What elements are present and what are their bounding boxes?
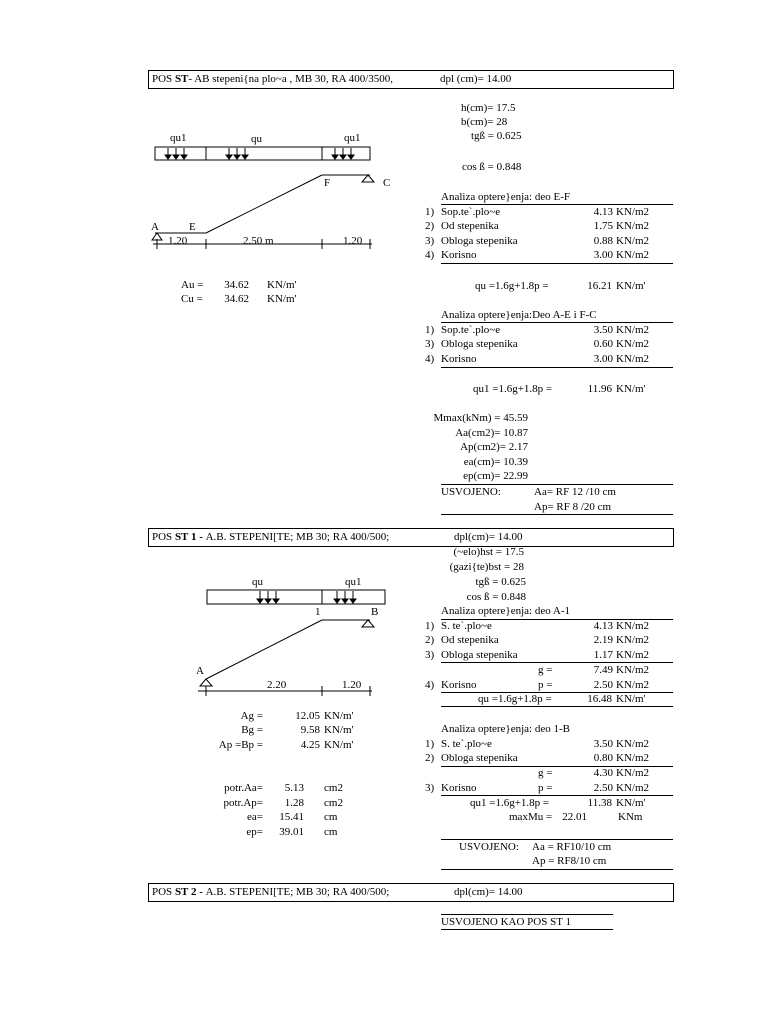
row-value: 3.50: [593, 738, 613, 750]
section3-dpl: dpl(cm)= 14.00: [454, 886, 523, 898]
s2-analysis2-title: Analiza optere}enja: deo 1-B: [441, 723, 570, 735]
s2-usvojeno-label: USVOJENO:: [459, 841, 519, 853]
s2-analysis1-title: Analiza optere}enja: deo A-1: [441, 605, 570, 617]
mu-unit: KNm: [618, 811, 643, 823]
s1-label-A: A: [151, 221, 159, 233]
divider: [441, 263, 673, 264]
total-unit: KN/m': [616, 693, 646, 705]
row-label: S. te`.plo~e: [441, 738, 492, 750]
header-code: ST: [174, 73, 189, 85]
s2-label-qu1: qu1: [345, 576, 362, 588]
row-number: 3): [425, 235, 435, 247]
s2-reaction-unit: KN/m': [324, 724, 354, 736]
divider: [441, 929, 613, 930]
header-prefix: POS: [152, 886, 175, 898]
mu-value: 22.01: [562, 811, 587, 823]
total-label: qu1 =1.6g+1.8p =: [473, 383, 553, 395]
divider: [441, 839, 673, 840]
row-number: 3): [425, 338, 435, 350]
row-number: 4): [425, 679, 435, 691]
s1-geom-b: b(cm)= 28: [461, 116, 508, 128]
mu-label: maxMu =: [509, 811, 553, 823]
s1-reaction-value: 34.62: [224, 279, 249, 291]
row-value: 4.13: [593, 620, 613, 632]
s2-label-B: B: [371, 606, 379, 618]
row-unit: KN/m2: [616, 206, 649, 218]
row-value: 1.75: [593, 220, 613, 232]
s1-analysis2-title: Analiza optere}enja:Deo A-E i F-C: [441, 309, 597, 321]
p-value: 2.50: [593, 679, 613, 691]
row-value: 1.17: [593, 649, 613, 661]
s2-reinf-label: potr.Ap=: [223, 797, 263, 809]
total-unit: KN/m': [616, 797, 646, 809]
total-value: 16.48: [587, 693, 612, 705]
row-number: 2): [425, 752, 435, 764]
row-unit: KN/m2: [616, 620, 649, 632]
section2-dpl: dpl(cm)= 14.00: [454, 531, 523, 543]
total-value: 11.38: [587, 797, 612, 809]
header-code: ST 1 -: [174, 531, 206, 543]
s2-reinf-value: 5.13: [284, 782, 304, 794]
g-value: 7.49: [593, 664, 613, 676]
p-label: p =: [538, 782, 553, 794]
row-number: 1): [425, 738, 435, 750]
row-number: 2): [425, 634, 435, 646]
row-label: Od stepenika: [441, 634, 499, 646]
row-value: 0.60: [593, 338, 613, 350]
s2-reinf-unit: cm2: [324, 782, 343, 794]
divider: [441, 322, 673, 323]
s2-reaction-value: 12.05: [295, 710, 320, 722]
s1-usvojeno-label: USVOJENO:: [441, 486, 501, 498]
s1-label-F: F: [324, 177, 331, 189]
divider: [441, 795, 673, 796]
s1-result-mmax: Mmax(kNm) = 45.59: [433, 412, 528, 424]
s2-reinf-unit: cm: [324, 826, 338, 838]
header-code: ST 2 -: [174, 886, 206, 898]
row-number: 1): [425, 206, 435, 218]
p-unit: KN/m2: [616, 679, 649, 691]
s2-usvojeno-aa: Aa = RF10/10 cm: [532, 841, 612, 853]
s1-dim-3: 1.20: [343, 235, 363, 247]
total-value: 11.96: [587, 383, 612, 395]
s1-geom-cos: cos ß = 0.848: [462, 161, 522, 173]
row-unit: KN/m2: [616, 634, 649, 646]
row-number: 2): [425, 220, 435, 232]
s1-geom-h: h(cm)= 17.5: [461, 102, 516, 114]
row-number: 4): [425, 249, 435, 261]
s1-reaction-unit: KN/m': [267, 293, 297, 305]
header-description: A.B. STEPENI[TE; MB 30; RA 400/500;: [205, 531, 390, 543]
s2-label-A: A: [196, 665, 204, 677]
divider: [441, 662, 673, 663]
g-value: 4.30: [593, 767, 613, 779]
s1-analysis1-title: Analiza optere}enja: deo E-F: [441, 191, 570, 203]
row-label: Obloga stepenika: [441, 338, 518, 350]
s2-geom-h: (~elo)hst = 17.5: [453, 546, 524, 558]
row-number: 1): [425, 324, 435, 336]
total-label: qu =1.6g+1.8p =: [478, 693, 552, 705]
row-unit: KN/m2: [616, 738, 649, 750]
s1-geom-tg: tgß = 0.625: [471, 130, 522, 142]
g-label: g =: [538, 767, 553, 779]
g-unit: KN/m2: [616, 767, 649, 779]
total-unit: KN/m': [616, 280, 646, 292]
s2-reinf-label: ea=: [247, 811, 263, 823]
s2-geom-cos: cos ß = 0.848: [466, 591, 526, 603]
s2-reinf-value: 15.41: [279, 811, 304, 823]
s1-usvojeno-aa: Aa= RF 12 /10 cm: [534, 486, 616, 498]
s1-dim-2: 2.50 m: [243, 235, 274, 247]
header-description: - AB stepeni{na plo~a , MB 30, RA 400/3500,: [188, 73, 394, 85]
s1-label-C: C: [383, 177, 391, 189]
row-value: 3.00: [593, 353, 613, 365]
row-unit: KN/m2: [616, 220, 649, 232]
s2-usvojeno-ap: Ap = RF8/10 cm: [532, 855, 607, 867]
g-unit: KN/m2: [616, 664, 649, 676]
s2-label-qu: qu: [252, 576, 263, 588]
s2-reaction-label: Ap =Bp =: [218, 739, 263, 751]
s2-reaction-value: 4.25: [300, 739, 320, 751]
divider: [441, 869, 673, 870]
row-label: Korisno: [441, 782, 477, 794]
s2-reinf-value: 1.28: [284, 797, 304, 809]
divider: [441, 706, 673, 707]
row-unit: KN/m2: [616, 235, 649, 247]
s1-result-aa: Aa(cm2)= 10.87: [455, 427, 528, 439]
s1-label-E: E: [189, 221, 196, 233]
row-label: Korisno: [441, 249, 477, 261]
p-value: 2.50: [593, 782, 613, 794]
row-label: Od stepenika: [441, 220, 499, 232]
s1-reaction-value: 34.62: [224, 293, 249, 305]
row-label: Obloga stepenika: [441, 649, 518, 661]
total-label: qu1 =1.6g+1.8p =: [470, 797, 550, 809]
s2-reaction-unit: KN/m': [324, 710, 354, 722]
row-number: 3): [425, 649, 435, 661]
s2-reinf-label: potr.Aa=: [224, 782, 263, 794]
s1-reaction-label: Au =: [181, 279, 204, 291]
s2-reaction-label: Ag =: [240, 710, 263, 722]
row-unit: KN/m2: [616, 324, 649, 336]
s2-dim-1: 2.20: [267, 679, 287, 691]
row-value: 3.50: [593, 324, 613, 336]
row-number: 3): [425, 782, 435, 794]
s2-reinf-unit: cm: [324, 811, 338, 823]
s1-result-ap: Ap(cm2)= 2.17: [460, 441, 528, 453]
s2-reinf-value: 39.01: [279, 826, 304, 838]
s2-geom-tg: tgß = 0.625: [475, 576, 526, 588]
row-label: Obloga stepenika: [441, 235, 518, 247]
header-prefix: POS: [152, 73, 175, 85]
section1-dpl: dpl (cm)= 14.00: [440, 73, 512, 85]
row-value: 0.80: [593, 752, 613, 764]
header-description: A.B. STEPENI[TE; MB 30; RA 400/500;: [205, 886, 390, 898]
s2-reinf-unit: cm2: [324, 797, 343, 809]
divider: [441, 367, 673, 368]
total-label: qu =1.6g+1.8p =: [475, 280, 549, 292]
p-label: p =: [538, 679, 553, 691]
row-label: Korisno: [441, 679, 477, 691]
divider: [441, 204, 673, 205]
s1-usvojeno-ap: Ap= RF 8 /20 cm: [534, 501, 612, 513]
divider: [441, 514, 673, 515]
s1-label-qu1-left: qu1: [170, 132, 187, 144]
s1-label-qu1-right: qu1: [344, 132, 361, 144]
row-label: S. te`.plo~e: [441, 620, 492, 632]
g-label: g =: [538, 664, 553, 676]
s1-dim-1: 1.20: [168, 235, 188, 247]
section3-header: [152, 886, 389, 899]
s1-reaction-label: Cu =: [181, 293, 203, 305]
section2-header: [152, 531, 389, 544]
s2-reaction-unit: KN/m': [324, 739, 354, 751]
row-label: Sop.te`.plo~e: [441, 206, 501, 218]
row-value: 2.19: [593, 634, 613, 646]
divider: [441, 914, 613, 915]
divider: [441, 484, 673, 485]
p-unit: KN/m2: [616, 782, 649, 794]
s1-reaction-unit: KN/m': [267, 279, 297, 291]
total-unit: KN/m': [616, 383, 646, 395]
row-unit: KN/m2: [616, 649, 649, 661]
row-unit: KN/m2: [616, 249, 649, 261]
row-label: Korisno: [441, 353, 477, 365]
row-unit: KN/m2: [616, 752, 649, 764]
section1-header: [152, 73, 393, 86]
row-value: 4.13: [593, 206, 613, 218]
row-value: 0.88: [593, 235, 613, 247]
row-label: Obloga stepenika: [441, 752, 518, 764]
s2-dim-2: 1.20: [342, 679, 362, 691]
row-unit: KN/m2: [616, 338, 649, 350]
s2-reaction-label: Bg =: [241, 724, 263, 736]
s2-geom-b: (gazi{te)bst = 28: [449, 561, 524, 573]
s3-note: USVOJENO KAO POS ST 1: [441, 916, 571, 928]
s2-reaction-value: 9.58: [300, 724, 320, 736]
row-unit: KN/m2: [616, 353, 649, 365]
s2-label-1: 1: [315, 606, 321, 618]
s1-result-ea: ea(cm)= 10.39: [463, 456, 528, 468]
s1-result-ep: ep(cm)= 22.99: [463, 470, 528, 482]
row-number: 4): [425, 353, 435, 365]
total-value: 16.21: [587, 280, 612, 292]
row-number: 1): [425, 620, 435, 632]
s1-label-qu: qu: [251, 133, 262, 145]
row-value: 3.00: [593, 249, 613, 261]
row-label: Sop.te`.plo~e: [441, 324, 501, 336]
header-prefix: POS: [152, 531, 175, 543]
s2-reinf-label: ep=: [246, 826, 263, 838]
